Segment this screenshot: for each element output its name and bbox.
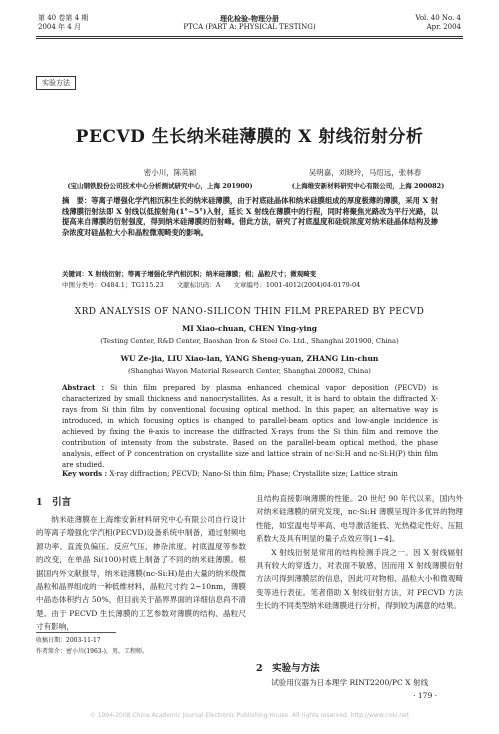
- right-paragraph-1: 且结构直接影响薄膜的性能。20 世纪 90 年代以来，国内外对纳米硅薄膜的研究发现，nc-Si:H 薄膜呈现许多优异的物理性能，如室温电导率高、电导激活能低、光热稳定性好、压阻系数大及具有明显的量子点效应等[1~4]。: [256, 494, 463, 544]
- left-column: [36, 513, 246, 634]
- authors-en-2: WU Ze-jia, LIU Xiao-lan, YANG Sheng-yuan, ZHANG Lin-chun: [120, 354, 379, 363]
- header-rule: [36, 36, 463, 37]
- keywords-en-label: Key words :: [62, 469, 108, 478]
- section-2-paragraph: 试验用仪器为日本理学 RINT2200/PC X 射线: [271, 678, 429, 687]
- abstract-cn: 摘 要：等离子增强化学汽相沉积生长的纳米硅薄膜，由于衬底硅晶体和纳米硅膜组成的厚度极薄的薄膜，采用 X 射线薄膜衍射法即 X 射线以低掠射角(1°~5°)入射，延长 X 射线在薄膜中的行程，同时将聚焦光路改为平行光路，以提高来自薄膜的衍射强度，得到纳米硅薄膜的衍射峰。借此方法，研究了衬底温度和硅烷浓度对纳米硅晶体结构及掺杂浓度对硅晶粒大小和晶粒微观畸变的影响。: [62, 196, 438, 237]
- authors-cn-right: 吴明嘉，刘晓玲，马绍远，张林春: [308, 168, 422, 177]
- section-2-text: [256, 676, 463, 689]
- classification-line: 中图分类号：O484.1；TG115.23 文献标识码：A 文章编号：1001-4012(2004)04-0179-04: [62, 281, 361, 289]
- keywords-en-text: X-ray diffraction; PECVD; Nano-Si thin film; Phase; Crystallite size; Lattice strain: [109, 470, 398, 478]
- authors-en-1: MI Xiao-chuan, CHEN Ying-ying: [181, 324, 318, 333]
- section-label: 实验方法: [36, 76, 76, 90]
- footnote-received: 收稿日期：2003-11-17: [36, 637, 101, 644]
- header-right: [415, 14, 461, 32]
- volume-issue: 第 40 卷第 4 期: [38, 14, 89, 22]
- page-number: · 179 ·: [413, 691, 437, 700]
- section-1-paragraph: 纳米硅薄膜在上海维安新材料研究中心有限公司自行设计的等离子增强化学汽相(PECVD)设备系统中制备，通过射频电源功率、直流负偏压、反应气压、掺杂浓度、衬底温度等参数的改变，在单晶 Si(100)衬底上制备了不同的纳米硅薄膜。根据国内外文献报导，纳米硅薄膜(nc-Si:H)是由大量的纳米级微晶粒和晶界组成的一种低维材料，晶粒尺寸约 2~10nm，薄膜中晶态体积约占 50%，但目前关于晶界界面的详细信息尚不清楚。由于 PECVD 生长薄膜的工艺参数对薄膜的结构、晶粒尺寸有影响，: [36, 515, 247, 632]
- affiliation-cn-left: (宝山钢铁股份公司技术中心分析测试研究中心，上海 201900): [67, 182, 253, 190]
- journal-title-en: PTCA (PART A: PHYSICAL TESTING): [183, 23, 316, 31]
- paper-title: PECVD 生长纳米硅薄膜的 X 射线衍射分析: [75, 127, 424, 147]
- keywords-cn: 关键词：X 射线衍射；等离子增强化学汽相沉积；纳米硅薄膜；相；晶粒尺寸；微观畸变: [62, 270, 317, 278]
- section-1-heading: 1 引言: [36, 497, 72, 508]
- abstract-en-label: Abstract :: [62, 383, 105, 392]
- volume-issue-en: Vol. 40 No. 4: [415, 14, 461, 22]
- right-paragraph-2: X 射线衍射是常用的结构检测手段之一。因 X 射线辐射具有较大的穿透力，对表面不敏感，因而用 X 射线薄膜衍射方法可得到薄膜层的信息，因此可对物相、晶粒大小和微观畸变等进行表征。笔者借助 X 射线衍射方法，对 PECVD 方法生长的不同类型纳米硅薄膜进行分析，得到较为满意的结果。: [256, 547, 463, 611]
- keywords-en: [62, 468, 438, 480]
- issue-date-cn: 2004 年 4 月: [38, 23, 81, 31]
- title-en: XRD ANALYSIS OF NANO-SILICON THIN FILM PREPARED BY PECVD: [74, 307, 425, 317]
- header-rule-2: [36, 38, 463, 39]
- footnote-rule: [36, 632, 116, 633]
- issue-date-en: Apr. 2004: [426, 23, 461, 31]
- abstract-en: [62, 382, 438, 471]
- journal-title-cn: 理化检验-物理分册: [220, 14, 279, 23]
- affiliation-en-1: (Testing Center, R&D Center, Baoshan Iron & Steel Co. Ltd., Shanghai 201900, China): [100, 337, 399, 345]
- right-column: [256, 492, 463, 613]
- abstract-en-text: Si thin film prepared by plasma enhanced chemical vapor deposition (PECVD) is characterized by small thickness and nanocrystallites. As a result, it is hard to obtain the diffracted X-rays from Si thin film by conventional focusing optical method. In this paper, an alternative way is introduced, in which focusing optics is changed to parallel-beam optics and low-angle incidence is achieved by fixing the θ-axis to increase the diffracted X-rays from the Si thin film and remove the contribution of intensity from the substrate. Based on the parallel-beam optical method, the phase analysis, effect of P concentration on crystallite size and lattice strain of nc-Si:H and nc-Si:H(P) thin film are studied.: [62, 384, 438, 469]
- affiliation-en-2: (Shanghai Wayon Material Research Center, Shanghai 200082, China): [128, 367, 371, 375]
- affiliation-cn-right: (上海维安新材料研究中心有限公司，上海 200082): [291, 182, 445, 190]
- section-2-heading: 2 实验与方法: [256, 663, 320, 674]
- copyright-watermark: © 1994-2008 China Academic Journal Electronic Publishing House. All rights reserved. http://www.cnki.net: [89, 712, 410, 719]
- footnote-author: 作者简介：密小川(1963-)，男，工程师。: [36, 648, 148, 655]
- authors-cn-left: 密小川，陈英颖: [143, 168, 197, 177]
